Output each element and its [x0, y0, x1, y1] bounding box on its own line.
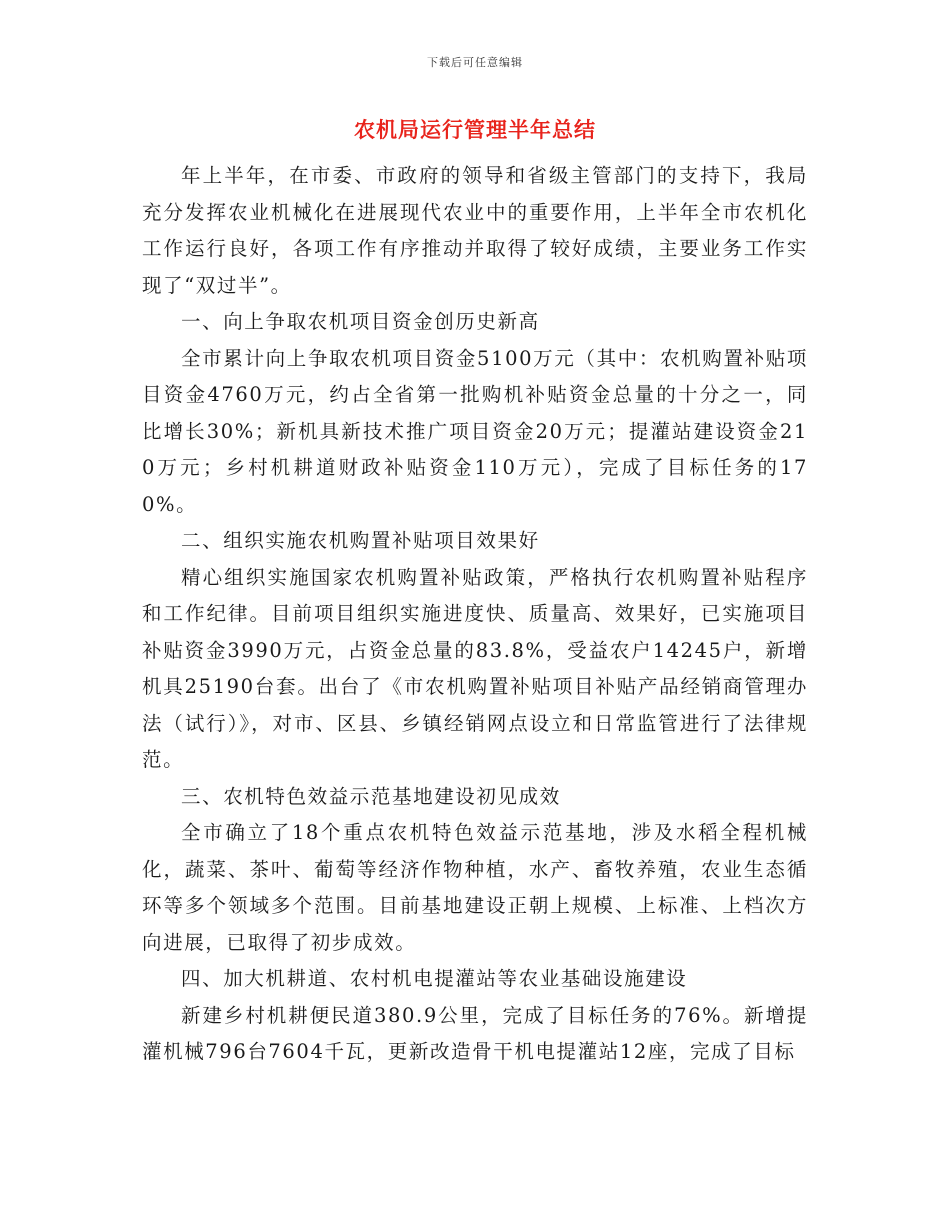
section-paragraph-2: 精心组织实施国家农机购置补贴政策，严格执行农机购置补贴程序和工作纪律。目前项目组织实施进度快、质量高、效果好，已实施项目补贴资金3990万元，占资金总量的83.8%，受益农户14245户，新增机具25190台套。出台了《市农机购置补贴项目补贴产品经销商管理办法（试行）》，对市、区县、乡镇经销网点设立和日常监管进行了法律规范。	[142, 565, 808, 771]
section-heading-3: 三、农机特色效益示范基地建设初见成效	[181, 784, 561, 808]
section-heading-2: 二、组织实施农机购置补贴项目效果好	[181, 529, 540, 552]
section-heading-4: 四、加大机耕道、农村机电提灌站等农业基础设施建设	[181, 967, 688, 990]
document-title: 农机局运行管理半年总结	[354, 117, 596, 142]
intro-paragraph: 年上半年，在市委、市政府的领导和省级主管部门的支持下，我局充分发挥农业机械化在进展现代农业中的重要作用，上半年全市农机化工作运行良好，各项工作有序推动并取得了较好成绩，主要业务工作实现了“双过半”。	[142, 164, 808, 297]
section-heading-1: 一、向上争取农机项目资金创历史新高	[181, 310, 540, 333]
section-paragraph-4: 新建乡村机耕便民道380.9公里，完成了目标任务的76%。新增提灌机械796台7604千瓦，更新改造骨干机电提灌站12座，完成了目标	[142, 1003, 808, 1063]
page-header-note: 下载后可任意编辑	[427, 56, 523, 69]
document-body	[142, 158, 808, 1071]
section-paragraph-3: 全市确立了18个重点农机特色效益示范基地，涉及水稻全程机械化，蔬菜、茶叶、葡萄等经济作物种植，水产、畜牧养殖，农业生态循环等多个领域多个范围。目前基地建设正朝上规模、上标准、上档次方向进展，已取得了初步成效。	[142, 821, 808, 954]
section-paragraph-1: 全市累计向上争取农机项目资金5100万元（其中：农机购置补贴项目资金4760万元，约占全省第一批购机补贴资金总量的十分之一，同比增长30%；新机具新技术推广项目资金20万元；提灌站建设资金210万元；乡村机耕道财政补贴资金110万元），完成了目标任务的170%。	[142, 346, 808, 516]
